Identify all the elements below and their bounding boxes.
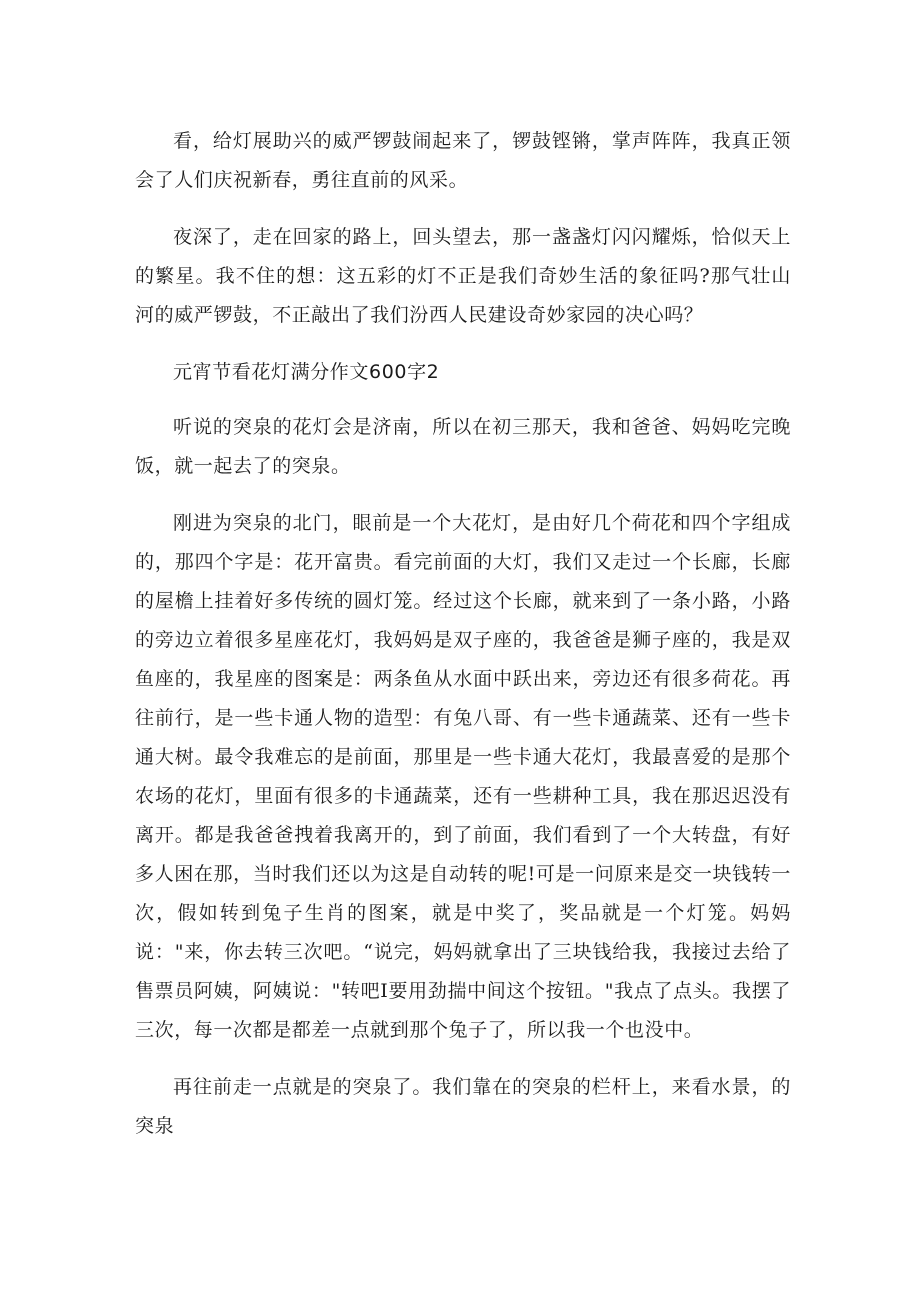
section-heading: 元宵节看花灯满分作文600字2 [173,361,440,383]
paragraph: 夜深了，走在回家的路上，回头望去，那一盏盏灯闪闪耀烁，恰似天上的繁星。我不住的想：这五彩的灯不正是我们奇妙生活的象征吗?那气壮山河的威严锣鼓，不正敲出了我们汾西人民建设奇妙家园的决心吗？ [135,226,791,326]
paragraph: 刚进为突泉的北门，眼前是一个大花灯，是由好几个荷花和四个字组成的，那四个字是：花开富贵。看完前面的大灯，我们又走过一个长廊，长廊的屋檐上挂着好多传统的圆灯笼。经过这个长廊，就来到了一条小路，小路的旁边立着很多星座花灯，我妈妈是双子座的，我爸爸是狮子座的，我是双鱼座的，我星座的图案是：两条鱼从水面中跃出来，旁边还有很多荷花。再往前行，是一些卡通人物的造型：有兔八哥、有一些卡通蔬菜、还有一些卡通大树。最令我难忘的是前面，那里是一些卡通大花灯，我最喜爱的是那个农场的花灯，里面有很多的卡通蔬菜，还有一些耕种工具，我在那迟迟没有离开。都是我爸爸拽着我离开的，到了前面，我们看到了一个大转盘，有好多人困在那，当时我们还以为这是自动转的呢!可是一问原来是交一块钱转一次，假如转到兔子生肖的图案，就是中奖了，奖品就是一个灯笼。妈妈说："来，你去转三次吧。“说完，妈妈就拿出了三块钱给我，我接过去给了售票员阿姨，阿姨说："转吧I要用劲揣中间这个按钮。"我点了点头。我摆了三次，每一次都是都差一点就到那个兔子了，所以我一个也没中。 [135,512,791,1041]
paragraph: 再往前走一点就是的突泉了。我们靠在的突泉的栏杆上，来看水景，的突泉 [135,1076,791,1137]
paragraph: 听说的突泉的花灯会是济南，所以在初三那天，我和爸爸、妈妈吃完晚饭，就一起去了的突泉。 [135,416,791,477]
document-body [135,122,791,1164]
paragraph: 看，给灯展助兴的威严锣鼓闹起来了，锣鼓铿锵，掌声阵阵，我真正领会了人们庆祝新春，勇往直前的风采。 [135,130,791,191]
